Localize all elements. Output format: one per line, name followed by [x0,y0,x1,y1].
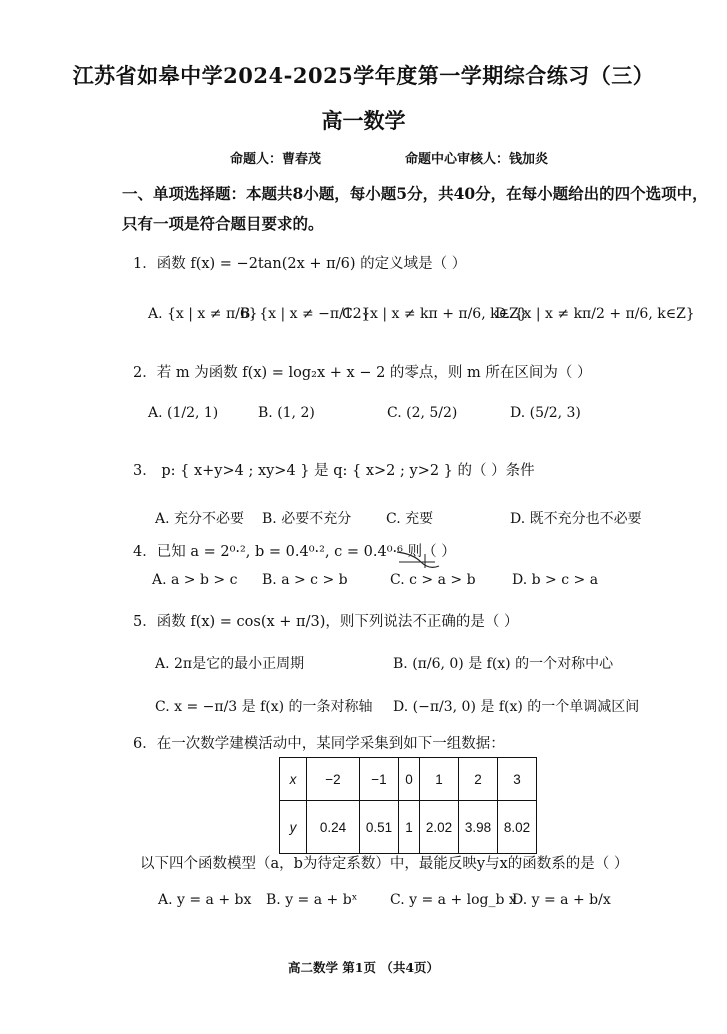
question-5-option-d: D. (−π/3, 0) 是 f(x) 的一个单调减区间 [393,699,640,715]
question-5-option-b: B. (π/6, 0) 是 f(x) 的一个对称中心 [393,656,614,672]
question-6-option-c: C. y = a + log_b x [390,892,517,908]
page-footer: 高二数学 第1页 （共4页） [287,960,440,975]
question-4-option-b: B. a > c > b [262,572,348,588]
question-4-option-a: A. a > b > c [152,572,238,588]
handwritten-sketch-mark [395,548,443,572]
question-3-option-a: A. 充分不必要 [155,511,245,527]
question-3-option-d: D. 既不充分也不必要 [510,511,642,527]
table-cell-x: 0 [399,758,420,801]
table-cell-y: 0.51 [360,801,399,854]
question-2-option-d: D. (5/2, 3) [510,405,581,421]
table-cell-x: −1 [360,758,399,801]
question-2-option-a: A. (1/2, 1) [148,405,219,421]
question-3-option-b: B. 必要不充分 [262,511,352,527]
reviewer-line: 命题中心审核人：钱加炎 [405,152,549,167]
question-1-option-a: A. {x | x ≠ π/6} [148,306,258,322]
question-1-option-d: D. {x | x ≠ kπ/2 + π/6, k∈Z} [495,306,695,322]
section-heading-line2: 只有一项是符合题目要求的。 [122,214,324,233]
question-4-option-c: C. c > a > b [390,572,476,588]
table-header-y: y [280,801,307,854]
question-1-stem: 1．函数 f(x) = −2tan(2x + π/6) 的定义域是（ ） [133,256,467,272]
question-2-option-c: C. (2, 5/2) [387,405,458,421]
question-5-stem: 5．函数 f(x) = cos(x + π/3)，则下列说法不正确的是（ ） [133,614,519,630]
table-cell-x: −2 [307,758,360,801]
question-5-option-c: C. x = −π/3 是 f(x) 的一条对称轴 [155,699,373,715]
table-cell-x: 2 [459,758,498,801]
exam-title: 江苏省如皋中学2024-2025学年度第一学期综合练习（三） [72,63,655,88]
table-cell-y: 1 [399,801,420,854]
table-cell-y: 2.02 [420,801,459,854]
table-cell-x: 3 [498,758,537,801]
question-1-option-b: B. {x | x ≠ −π/12} [240,306,371,322]
question-3-option-c: C. 充要 [386,511,434,527]
question-4-stem: 4．已知 a = 2⁰·², b = 0.4⁰·², c = 0.4⁰·⁶ 则（ ） [133,544,456,560]
question-6-option-a: A. y = a + bx [158,892,252,908]
section-heading-line1: 一、单项选择题：本题共8小题，每小题5分，共40分，在每小题给出的四个选项中， [122,184,708,203]
exam-subject: 高一数学 [321,108,406,133]
table-cell-y: 0.24 [307,801,360,854]
question-6-option-d: D. y = a + b/x [512,892,611,908]
question-5-option-a: A. 2π是它的最小正周期 [155,656,305,672]
table-header-x: x [280,758,307,801]
table-row-y [280,801,537,854]
question-1-option-c: C. {x | x ≠ kπ + π/6, k∈Z} [342,306,528,322]
author-line: 命题人：曹春茂 [230,152,322,167]
data-table [279,757,537,854]
table-cell-y: 8.02 [498,801,537,854]
question-6-stem: 6．在一次数学建模活动中，某同学采集到如下一组数据： [133,736,505,752]
question-3-stem: 3． p: { x+y>4 ; xy>4 } 是 q: { x>2 ; y>2 } 的（ ）条件 [133,463,535,479]
question-6-option-b: B. y = a + bˣ [266,892,358,908]
table-cell-x: 1 [420,758,459,801]
question-2-stem: 2．若 m 为函数 f(x) = log₂x + x − 2 的零点，则 m 所在区间为（ ） [133,365,592,381]
question-4-option-d: D. b > c > a [512,572,599,588]
question-2-option-b: B. (1, 2) [258,405,315,421]
table-cell-y: 3.98 [459,801,498,854]
question-6-prompt: 以下四个函数模型（a，b为待定系数）中，最能反映y与x的函数系的是（ ） [140,856,629,872]
table-row-x [280,758,537,801]
